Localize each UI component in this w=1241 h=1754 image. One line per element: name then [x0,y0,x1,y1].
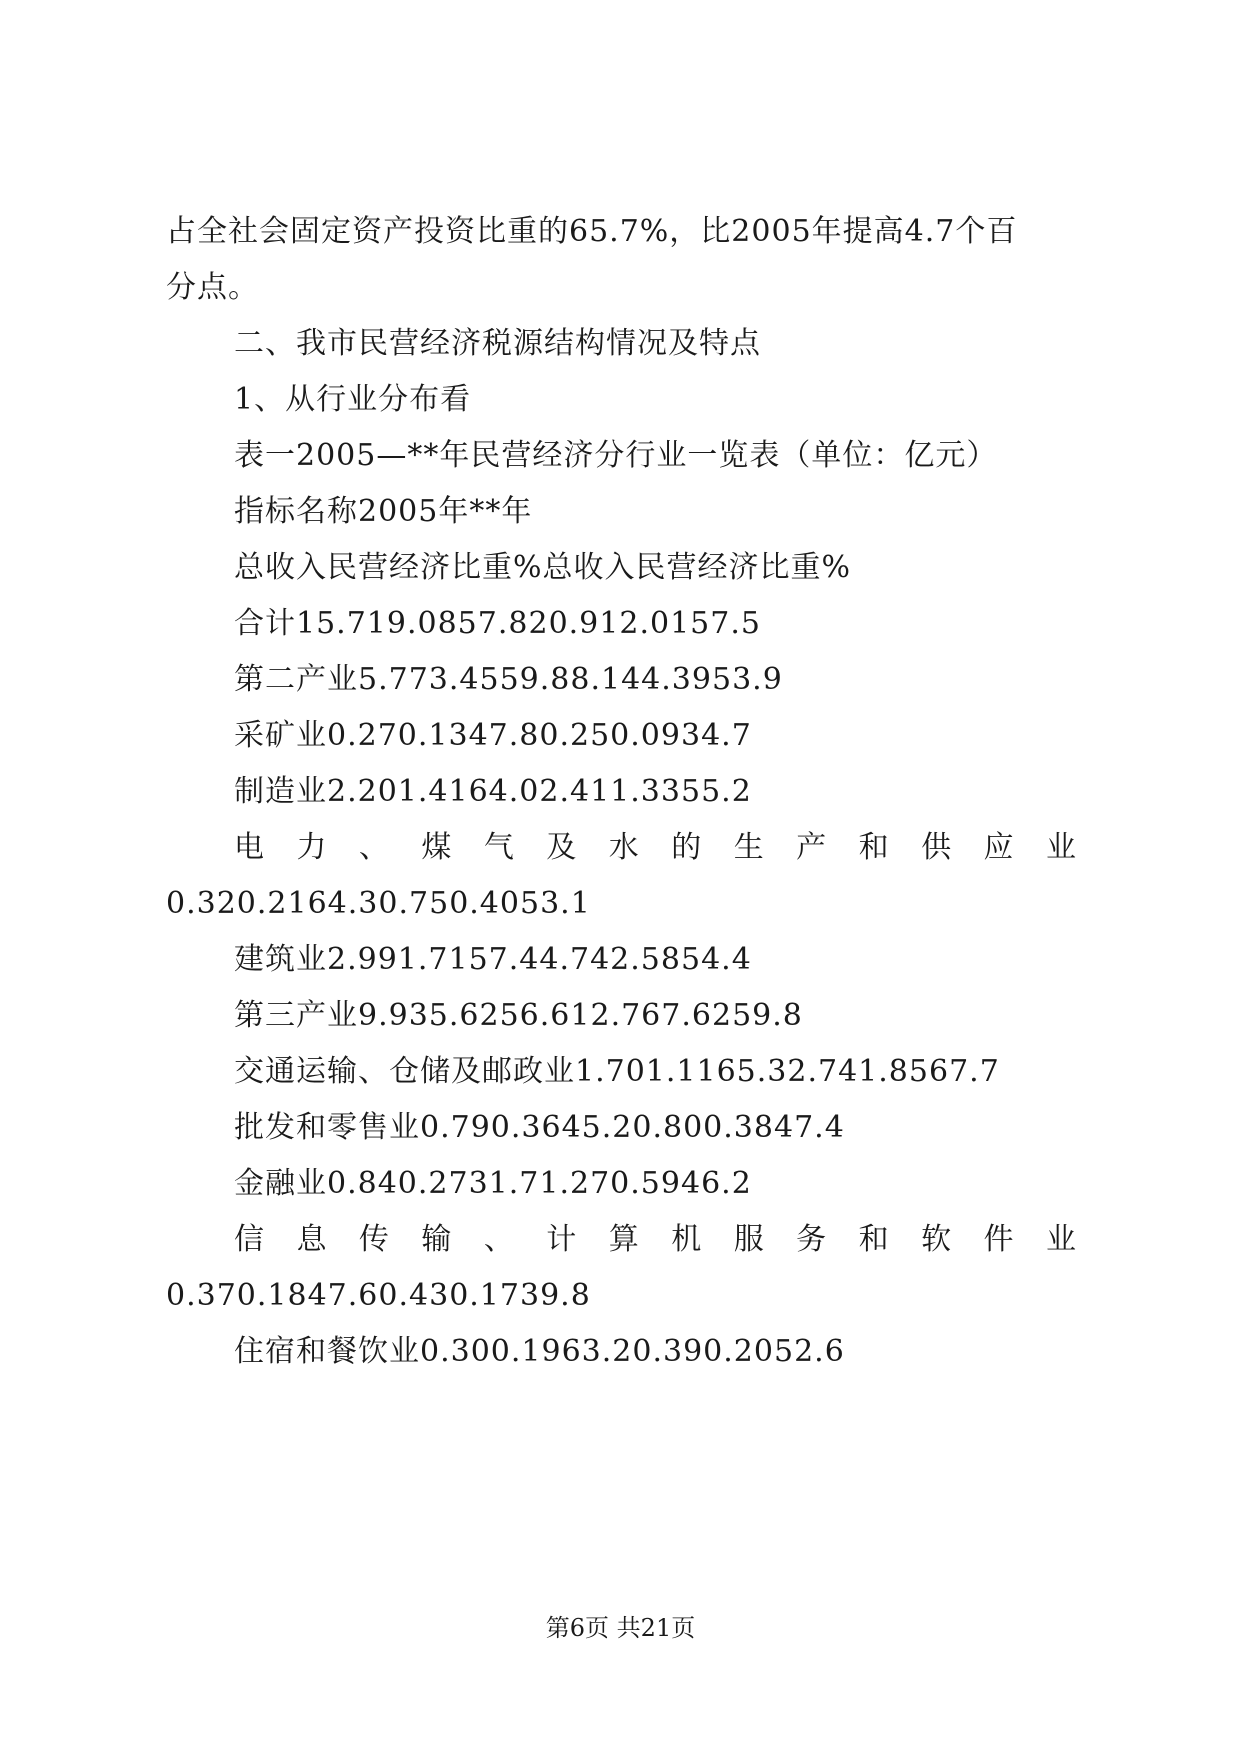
table-row-construction: 建筑业2.991.7157.44.742.5854.4 [234,942,752,977]
table-row-finance: 金融业0.840.2731.71.270.5946.2 [234,1166,752,1201]
table-header-years: 指标名称2005年**年 [234,494,533,529]
table-row-total: 合计15.719.0857.820.912.0157.5 [234,606,761,641]
table-row-transport: 交通运输、仓储及邮政业1.701.1165.32.741.8567.7 [234,1054,1000,1089]
table-row-tertiary-industry: 第三产业9.935.6256.612.767.6259.8 [234,998,803,1033]
section-heading: 二、我市民营经济税源结构情况及特点 [234,326,761,361]
table-caption: 表一2005—**年民营经济分行业一览表（单位：亿元） [234,438,998,473]
table-row-wholesale-retail: 批发和零售业0.790.3645.20.800.3847.4 [234,1110,845,1145]
paragraph-line-2: 分点。 [166,270,259,305]
table-row-utilities-label: 电力、煤气及水的生产和供应业 [234,830,1076,865]
table-row-accommodation: 住宿和餐饮业0.300.1963.20.390.2052.6 [234,1334,845,1369]
table-row-mining: 采矿业0.270.1347.80.250.0934.7 [234,718,752,753]
table-header-columns: 总收入民营经济比重%总收入民营经济比重% [234,550,852,585]
page-footer: 第6页 共21页 [545,1614,696,1642]
table-row-secondary-industry: 第二产业5.773.4559.88.144.3953.9 [234,662,783,697]
paragraph-line-1: 占全社会固定资产投资比重的65.7%，比2005年提高4.7个百 [166,214,1018,249]
table-row-it-label: 信息传输、计算机服务和软件业 [234,1222,1076,1257]
table-row-it-values: 0.370.1847.60.430.1739.8 [166,1278,591,1313]
subsection-heading: 1、从行业分布看 [234,382,472,417]
table-row-utilities-values: 0.320.2164.30.750.4053.1 [166,886,591,921]
table-row-manufacturing: 制造业2.201.4164.02.411.3355.2 [234,774,752,809]
